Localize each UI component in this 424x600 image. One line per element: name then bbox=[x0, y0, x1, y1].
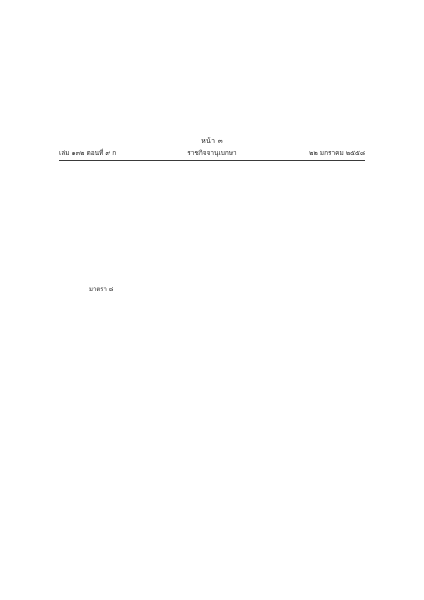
text-line bbox=[59, 372, 365, 381]
paragraph-3-section bbox=[59, 285, 365, 360]
text-line bbox=[59, 528, 365, 537]
volume-issue: เล่ม ๑๓๒ ตอนที่ ๙ ก bbox=[59, 149, 117, 157]
header-divider bbox=[59, 160, 365, 161]
text-line bbox=[59, 469, 365, 478]
publication-date: ๒๒ มกราคม ๒๕๕๘ bbox=[309, 149, 365, 157]
text-line bbox=[59, 175, 365, 184]
paragraph-1 bbox=[59, 166, 365, 232]
text-line bbox=[59, 457, 365, 466]
text-line bbox=[59, 429, 365, 438]
text-line bbox=[59, 410, 365, 419]
text-line bbox=[59, 547, 365, 556]
text-line bbox=[59, 500, 365, 509]
text-line bbox=[59, 447, 365, 456]
text-line bbox=[59, 400, 365, 409]
text-line bbox=[59, 341, 365, 350]
text-line bbox=[59, 322, 365, 331]
text-line bbox=[59, 419, 365, 428]
text-line bbox=[59, 166, 365, 175]
gazette-title: ราชกิจจานุเบกษา bbox=[187, 149, 237, 157]
text-line bbox=[59, 244, 365, 253]
text-line bbox=[59, 185, 365, 194]
text-line bbox=[59, 350, 365, 359]
paragraph-4 bbox=[59, 363, 365, 466]
text-line bbox=[59, 557, 365, 566]
text-line bbox=[59, 382, 365, 391]
text-line bbox=[59, 391, 365, 400]
page-header bbox=[59, 148, 365, 158]
text-line bbox=[59, 482, 365, 491]
text-line bbox=[59, 272, 365, 281]
text-line bbox=[59, 363, 365, 372]
text-line bbox=[59, 204, 365, 213]
text-line bbox=[59, 294, 365, 303]
text-line bbox=[59, 254, 365, 263]
text-line bbox=[59, 263, 365, 272]
text-line bbox=[59, 538, 365, 547]
paragraph-6 bbox=[59, 482, 365, 576]
text-line bbox=[59, 438, 365, 447]
text-line bbox=[59, 566, 365, 575]
paragraph-5 bbox=[59, 469, 365, 478]
page-number: หน้า ๓ bbox=[201, 137, 223, 145]
document-body bbox=[59, 166, 365, 578]
text-line bbox=[59, 519, 365, 528]
section-marker: มาตรา ๘ bbox=[89, 285, 114, 293]
text-line bbox=[59, 313, 365, 322]
text-line bbox=[59, 303, 365, 312]
text-line bbox=[59, 222, 365, 231]
text-line bbox=[59, 491, 365, 500]
text-line bbox=[59, 332, 365, 341]
text-line bbox=[59, 213, 365, 222]
text-line bbox=[59, 235, 365, 244]
text-line bbox=[59, 510, 365, 519]
paragraph-2 bbox=[59, 235, 365, 282]
text-line bbox=[59, 194, 365, 203]
